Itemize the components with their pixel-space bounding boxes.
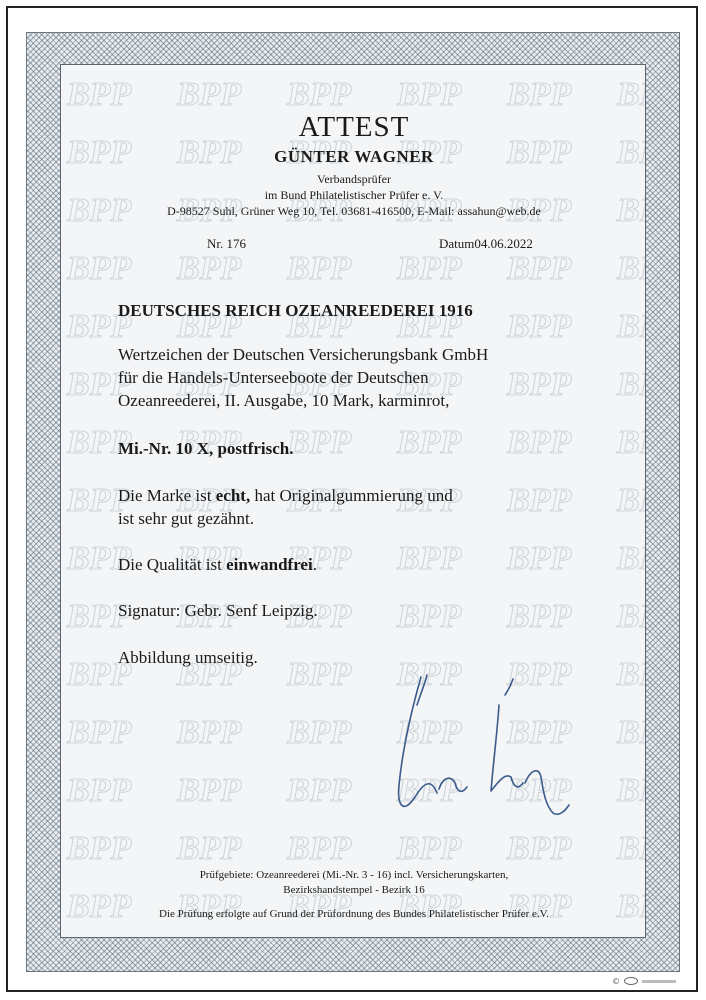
genuine-line-2: ist sehr gut gezähnt. [118,509,254,528]
signature-note: Signatur: Gebr. Senf Leipzig. [118,601,318,620]
number-label: Nr. [207,236,224,251]
quality-bold: einwandfrei [226,555,313,574]
certificate-title: ATTEST [298,111,410,143]
examiner-address: D-98527 Suhl, Grüner Weg 10, Tel. 03681-416500, E-Mail: assahun@web.de [167,204,541,218]
genuine-bold: echt, [215,486,251,505]
description-line-2: für die Handels-Unterseeboote der Deutschen [118,368,429,387]
quality-post: . [312,555,317,574]
areas-line-1: Prüfgebiete: Ozeanreederei (Mi.-Nr. 3 - 16) incl. Versicherungskarten, [199,869,509,881]
publisher-marks [612,975,676,987]
genuine-post: hat Originalgummierung und [250,486,453,505]
stamp-heading: DEUTSCHES REICH OZEANREEDEREI 1916 [118,301,473,320]
description-line-3: Ozeanreederei, II. Ausgabe, 10 Mark, karminrot, [118,391,450,410]
description-line-1: Wertzeichen der Deutschen Versicherungsbank GmbH [118,345,489,364]
image-note: Abbildung umseitig. [118,648,258,667]
genuine-line-1 [118,486,453,506]
certificate-number [207,236,246,252]
genuine-pre: Die Marke ist [118,486,216,505]
examiner-name: GÜNTER WAGNER [274,147,434,166]
date-label: Datum [439,236,475,251]
quality-statement [118,555,317,575]
fine-print-bar [642,980,676,983]
disclaimer: Die Prüfung erfolgte auf Grund der Prüfordnung des Bundes Philatelistischer Prüfer e.V. [159,908,549,920]
areas-line-2: Bezirkshandstempel - Bezirk 16 [283,884,425,896]
publisher-logo-icon [624,977,638,985]
association: im Bund Philatelistischer Prüfer e. V. [264,188,444,202]
certificate-content [61,65,646,938]
quality-pre: Die Qualität ist [118,555,227,574]
certificate-date [439,236,533,252]
examiner-role: Verbandsprüfer [317,172,391,186]
date-value: 04.06.2022 [474,236,533,251]
certificate-panel [60,64,646,938]
catalog-number: Mi.-Nr. 10 X, postfrisch. [118,439,294,458]
number-value: 176 [226,236,246,251]
copyright-icon: © [612,976,620,986]
handwritten-signature [381,665,591,845]
